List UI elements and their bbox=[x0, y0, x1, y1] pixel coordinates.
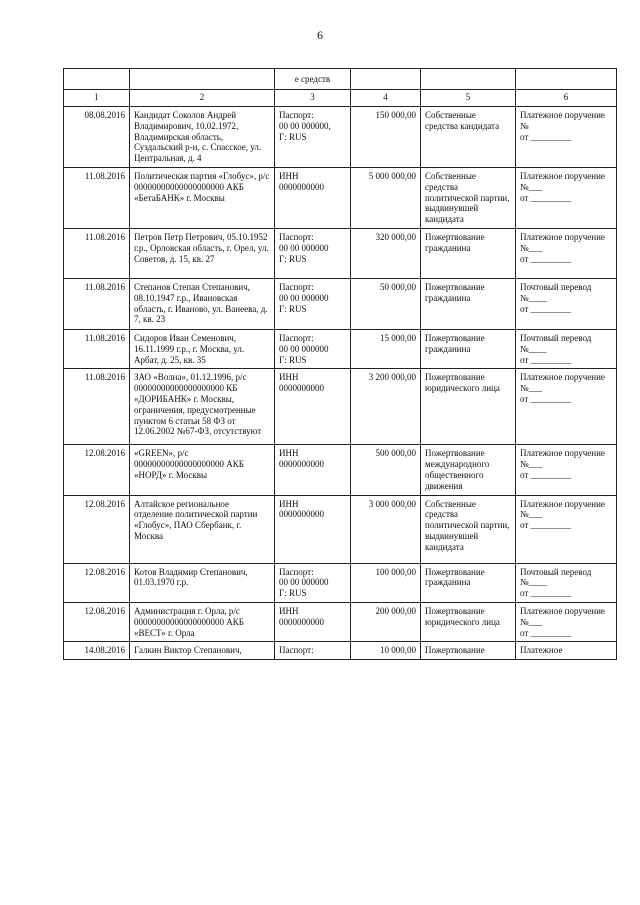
cell-amount: 5 000 000,00 bbox=[351, 168, 421, 229]
table-row bbox=[64, 563, 617, 602]
cell-id: ИНН 0000000000 bbox=[275, 445, 351, 495]
cell-donor: Алтайское региональное отделение политической партии «Глобус», ПАО Сбербанк, г. Москва bbox=[130, 495, 275, 563]
header-cell bbox=[64, 69, 130, 90]
cell-donor: Степанов Степан Степанович, 08.10.1947 г.р., Ивановская область, г. Иваново, ул. Ванеева, д. 7, кв. 23 bbox=[130, 279, 275, 330]
cell-date: 11.08.2016 bbox=[64, 229, 130, 279]
cell-source: Собственные средства кандидата bbox=[421, 107, 516, 168]
header-cell: е средств bbox=[275, 69, 351, 90]
cell-date: 12.08.2016 bbox=[64, 563, 130, 602]
cell-donor: Сидоров Иван Семенович, 16.11.1999 г.р., г. Москва, ул. Арбат, д. 25, кв. 35 bbox=[130, 330, 275, 369]
cell-amount: 3 000 000,00 bbox=[351, 495, 421, 563]
table-row bbox=[64, 369, 617, 445]
cell-document: Платежное поручение №___ от _________ bbox=[516, 229, 617, 279]
cell-source: Пожертвование гражданина bbox=[421, 563, 516, 602]
cell-document: Платежное поручение №___ от _________ bbox=[516, 602, 617, 641]
cell-source: Пожертвование юридического лица bbox=[421, 602, 516, 641]
column-number: 4 bbox=[351, 90, 421, 107]
column-number: 3 bbox=[275, 90, 351, 107]
cell-date: 11.08.2016 bbox=[64, 279, 130, 330]
table-row bbox=[64, 445, 617, 495]
cell-donor: ЗАО «Волна», 01.12.1996, р/с 00000000000000000000 КБ «ДОРИБАНК» г. Москвы, ограничения, предусмотренные пунктом 6 статьи 58 ФЗ от 12.06.2002 №67-ФЗ, отсутствуют bbox=[130, 369, 275, 445]
cell-amount: 3 200 000,00 bbox=[351, 369, 421, 445]
cell-amount: 50 000,00 bbox=[351, 279, 421, 330]
cell-amount: 15 000,00 bbox=[351, 330, 421, 369]
cell-source: Пожертвование юридического лица bbox=[421, 369, 516, 445]
table-row bbox=[64, 495, 617, 563]
cell-document: Платежное поручение № от _________ bbox=[516, 107, 617, 168]
table-row bbox=[64, 107, 617, 168]
cell-source: Собственные средства политической партии, выдвинувшей кандидата bbox=[421, 168, 516, 229]
table-header-row bbox=[64, 69, 617, 90]
table-row bbox=[64, 229, 617, 279]
column-number: 6 bbox=[516, 90, 617, 107]
page-number: 6 bbox=[317, 28, 323, 42]
cell-id: ИНН 0000000000 bbox=[275, 495, 351, 563]
cell-id: ИНН 0000000000 bbox=[275, 369, 351, 445]
header-cell bbox=[516, 69, 617, 90]
cell-donor: Петров Петр Петрович, 05.10.1952 г.р., Орловская область, г. Орел, ул. Советов, д. 15, кв. 27 bbox=[130, 229, 275, 279]
cell-date: 12.08.2016 bbox=[64, 495, 130, 563]
cell-document: Платежное поручение №___ от _________ bbox=[516, 369, 617, 445]
table-row bbox=[64, 330, 617, 369]
cell-donor: «GREEN», р/с 00000000000000000000 АКБ «НОРД» г. Москвы bbox=[130, 445, 275, 495]
cell-donor: Галкин Виктор Степанович, bbox=[130, 642, 275, 660]
cell-donor: Администрация г. Орла, р/с 00000000000000000000 АКБ «ВЕСТ» г. Орла bbox=[130, 602, 275, 641]
cell-document: Платежное поручение №___ от _________ bbox=[516, 445, 617, 495]
cell-id: Паспорт: 00 00 000000 Г: RUS bbox=[275, 330, 351, 369]
cell-id: Паспорт: 00 00 000000 Г: RUS bbox=[275, 279, 351, 330]
cell-id: Паспорт: 00 00 000000 Г: RUS bbox=[275, 563, 351, 602]
cell-donor: Политическая партия «Глобус», р/с 00000000000000000000 АКБ «БетаБАНК» г. Москвы bbox=[130, 168, 275, 229]
cell-source: Пожертвование гражданина bbox=[421, 330, 516, 369]
cell-source: Пожертвование гражданина bbox=[421, 229, 516, 279]
cell-id: ИНН 0000000000 bbox=[275, 602, 351, 641]
cell-document: Почтовый перевод №____ от _________ bbox=[516, 563, 617, 602]
cell-date: 11.08.2016 bbox=[64, 369, 130, 445]
table-row bbox=[64, 279, 617, 330]
cell-amount: 500 000,00 bbox=[351, 445, 421, 495]
column-number: 1 bbox=[64, 90, 130, 107]
table-row bbox=[64, 602, 617, 641]
donations-table bbox=[63, 68, 617, 660]
cell-document: Платежное поручение №___ от _________ bbox=[516, 168, 617, 229]
header-cell bbox=[421, 69, 516, 90]
cell-id: ИНН 0000000000 bbox=[275, 168, 351, 229]
cell-id: Паспорт: 00 00 000000 Г: RUS bbox=[275, 229, 351, 279]
cell-source: Пожертвование гражданина bbox=[421, 279, 516, 330]
cell-source: Пожертвование bbox=[421, 642, 516, 660]
column-number: 5 bbox=[421, 90, 516, 107]
cell-document: Платежное bbox=[516, 642, 617, 660]
cell-donor: Кандидат Соколов Андрей Владимирович, 10.02.1972, Владимирская область, Суздальский р-н, с. Спасское, ул. Центральная, д. 4 bbox=[130, 107, 275, 168]
column-number-row bbox=[64, 90, 617, 107]
cell-date: 14.08.2016 bbox=[64, 642, 130, 660]
cell-amount: 320 000,00 bbox=[351, 229, 421, 279]
cell-date: 11.08.2016 bbox=[64, 330, 130, 369]
cell-source: Собственные средства политической партии, выдвинувшей кандидата bbox=[421, 495, 516, 563]
cell-document: Платежное поручение №___ от _________ bbox=[516, 495, 617, 563]
header-cell bbox=[351, 69, 421, 90]
cell-amount: 100 000,00 bbox=[351, 563, 421, 602]
table-row bbox=[64, 642, 617, 660]
table-row bbox=[64, 168, 617, 229]
cell-document: Почтовый перевод №____ от _________ bbox=[516, 330, 617, 369]
cell-id: Паспорт: bbox=[275, 642, 351, 660]
cell-amount: 10 000,00 bbox=[351, 642, 421, 660]
cell-date: 12.08.2016 bbox=[64, 445, 130, 495]
cell-document: Почтовый перевод №____ от _________ bbox=[516, 279, 617, 330]
cell-id: Паспорт: 00 00 000000, Г: RUS bbox=[275, 107, 351, 168]
column-number: 2 bbox=[130, 90, 275, 107]
cell-source: Пожертвование международного общественного движения bbox=[421, 445, 516, 495]
cell-amount: 200 000,00 bbox=[351, 602, 421, 641]
cell-date: 12.08.2016 bbox=[64, 602, 130, 641]
cell-date: 08.08.2016 bbox=[64, 107, 130, 168]
cell-donor: Котов Владимир Степанович, 01.03.1970 г.р. bbox=[130, 563, 275, 602]
cell-date: 11.08.2016 bbox=[64, 168, 130, 229]
header-cell bbox=[130, 69, 275, 90]
cell-amount: 150 000,00 bbox=[351, 107, 421, 168]
